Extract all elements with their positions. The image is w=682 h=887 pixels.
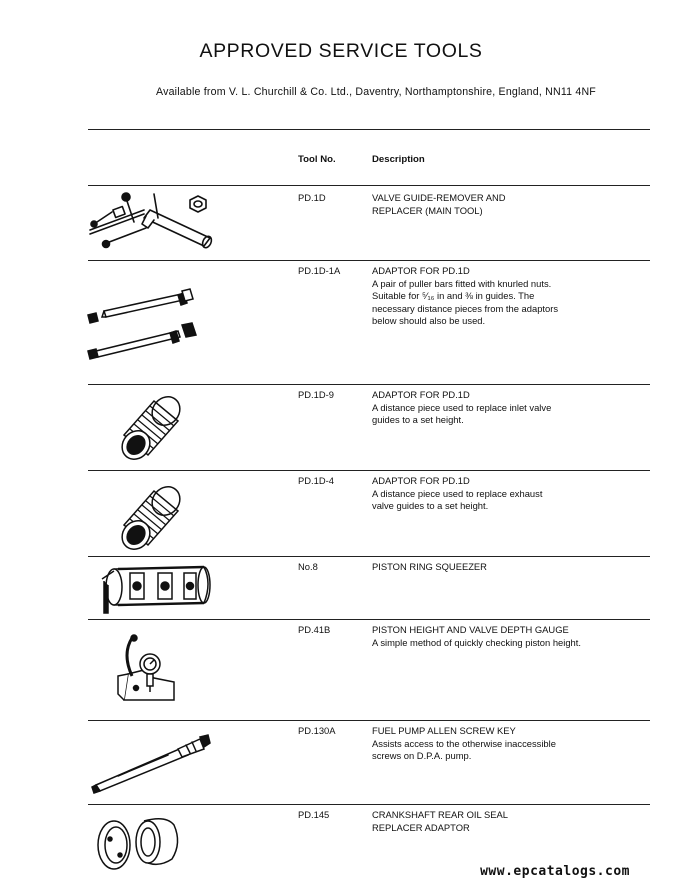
tool-number: No.8 [298,561,318,572]
tool-description [372,475,562,513]
description-title: ADAPTOR FOR PD.1D [372,475,470,486]
tool-description [372,265,572,328]
oil-seal-adaptor-icon [94,809,184,875]
description-body: A distance piece used to replace exhaust valve guides to a set height. [372,487,543,512]
description-body: A distance piece used to replace inlet valve guides to a set height. [372,401,552,426]
distance-piece-icon [116,391,186,463]
description-body: A simple method of quickly checking piston height. [372,636,581,648]
valve-guide-remover-icon [86,188,236,258]
tool-description [372,192,542,217]
supplier-line: Available from V. L. Churchill & Co. Ltd., Daventry, Northamptonshire, England, NN11 4NF [156,86,596,98]
description-title: PISTON RING SQUEEZER [372,561,487,572]
tool-number: PD.1D-1A [298,265,341,276]
description-title: PISTON HEIGHT AND VALVE DEPTH GAUGE [372,624,569,635]
tool-description [372,561,612,574]
description-body: A pair of puller bars fitted with knurled nuts. Suitable for ⁵⁄₁₆ in and ⅜ in guides. The necessary distance pieces from the adaptors below should also be used. [372,277,559,327]
description-title: FUEL PUMP ALLEN SCREW KEY [372,725,516,736]
description-title: VALVE GUIDE-REMOVER AND REPLACER (MAIN TOOL) [372,192,506,216]
puller-bars-icon [82,285,212,375]
page-title: APPROVED SERVICE TOOLS [199,40,483,62]
description-body: Assists access to the otherwise inaccessible screws on D.P.A. pump. [372,737,556,762]
tool-number: PD.41B [298,624,331,635]
distance-piece-icon [116,481,186,553]
table-row [0,186,682,260]
table-row [0,557,682,619]
header-description: Description [372,154,425,165]
divider [88,129,650,130]
table-row [0,261,682,383]
table-row [0,620,682,720]
tool-description [372,624,587,649]
footer-url: www.epcatalogs.com [480,864,630,879]
header-tool-no: Tool No. [298,154,336,165]
tool-description [372,809,542,834]
description-title: ADAPTOR FOR PD.1D [372,265,470,276]
tool-number: PD.130A [298,725,336,736]
table-row [0,721,682,803]
depth-gauge-icon [104,630,184,710]
tool-description [372,389,562,427]
tool-number: PD.1D-9 [298,389,334,400]
description-title: CRANKSHAFT REAR OIL SEAL REPLACER ADAPTOR [372,809,508,833]
table-row [0,471,682,555]
tool-number: PD.145 [298,809,330,820]
piston-ring-squeezer-icon [100,559,220,617]
description-title: ADAPTOR FOR PD.1D [372,389,470,400]
tool-number: PD.1D [298,192,326,203]
allen-key-icon [88,729,218,799]
tool-description [372,725,572,763]
tool-number: PD.1D-4 [298,475,334,486]
table-row [0,385,682,469]
